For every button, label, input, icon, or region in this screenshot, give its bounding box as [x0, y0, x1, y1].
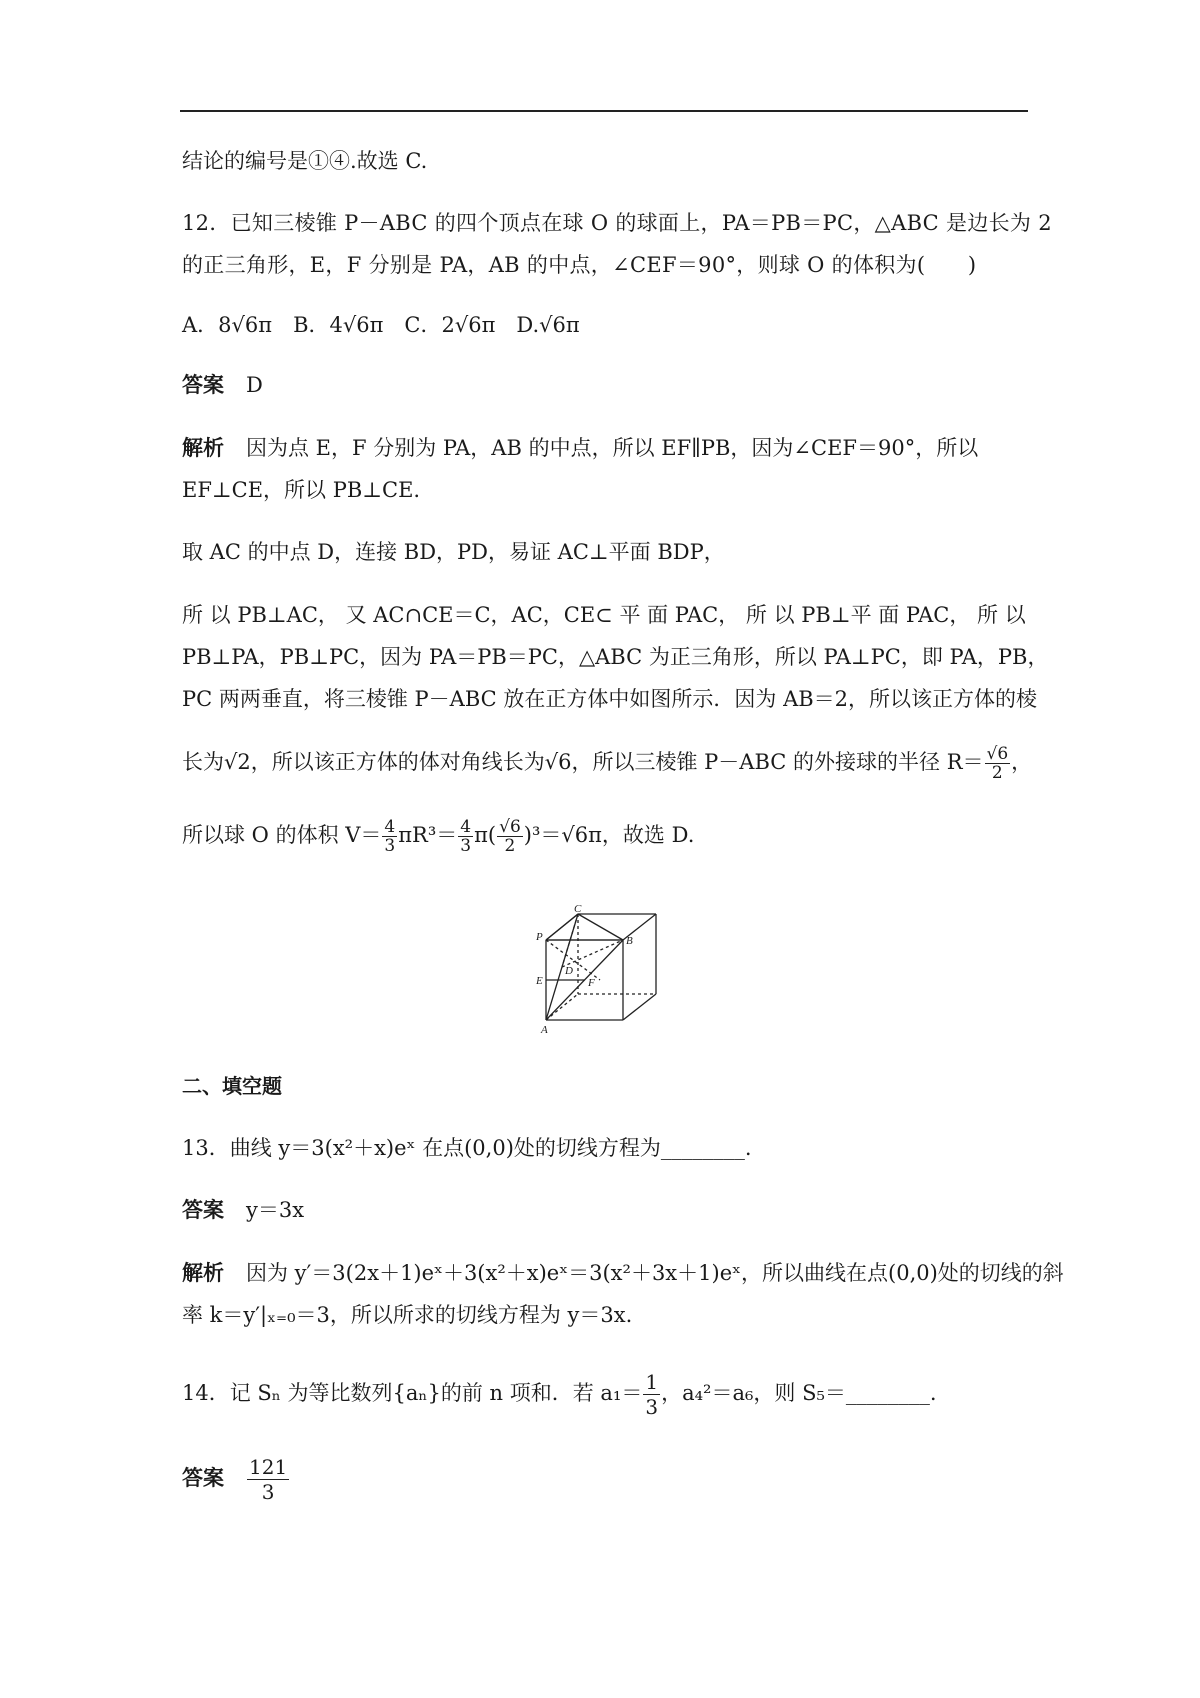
fraction-denominator: 3	[645, 1395, 659, 1419]
fraction-denominator: 3	[460, 836, 472, 856]
q12-analysis-line7	[182, 745, 1032, 782]
fraction	[382, 818, 397, 855]
label-c: C	[574, 903, 582, 915]
analysis-text: 所以球 O 的体积 V＝	[182, 823, 382, 847]
fraction-numerator: 4	[384, 817, 396, 837]
analysis-text: )³＝√6π，故选 D.	[523, 823, 695, 847]
answer-label: 答案	[182, 1198, 224, 1222]
fraction-denominator: 3	[384, 836, 396, 856]
q12-stem-line1: 12．已知三棱锥 P－ABC 的四个顶点在球 O 的球面上，PA＝PB＝PC，△ABC 是边长为 2	[182, 211, 1052, 235]
q14-stem	[182, 1370, 937, 1419]
analysis-text: 长为√2，所以该正方体的体对角线长为√6，所以三棱锥 P－ABC 的外接球的半径 R＝	[182, 750, 984, 774]
fraction	[643, 1370, 660, 1419]
label-f: F	[588, 977, 595, 989]
analysis-text: π(	[474, 823, 497, 847]
fraction-numerator: √6	[986, 744, 1009, 764]
answer-value: D	[246, 373, 263, 397]
question-text: 14．记 Sₙ 为等比数列{aₙ}的前 n 项和．若 a₁＝	[182, 1381, 643, 1405]
answer-label: 答案	[182, 1466, 224, 1490]
answer-value: y＝3x	[246, 1198, 305, 1222]
q12-analysis-line1	[182, 433, 978, 463]
analysis-label: 解析	[182, 436, 224, 460]
cube-figure	[530, 902, 680, 1034]
q13-analysis-line1	[182, 1258, 1064, 1288]
analysis-label: 解析	[182, 1261, 224, 1285]
fraction	[497, 818, 523, 855]
q12-answer	[182, 370, 263, 400]
q12-analysis-line6: PC 两两垂直，将三棱锥 P－ABC 放在正方体中如图所示．因为 AB＝2，所以该正方体的棱	[182, 687, 1038, 711]
q13-analysis-line2: 率 k＝y′|ₓ₌₀＝3，所以所求的切线方程为 y＝3x.	[182, 1303, 633, 1327]
fraction-denominator: 3	[261, 1480, 275, 1504]
analysis-text: 因为点 E，F 分别为 PA，AB 的中点，所以 EF∥PB，因为∠CEF＝90°，所以	[246, 436, 979, 460]
fraction-denominator: 2	[991, 763, 1003, 783]
q14-answer	[182, 1455, 290, 1504]
fraction-numerator: √6	[499, 817, 521, 837]
fraction-numerator: 121	[249, 1455, 288, 1479]
label-d: D	[565, 965, 573, 977]
label-b: B	[626, 935, 633, 947]
fraction-numerator: 1	[645, 1370, 659, 1394]
q13-stem: 13．曲线 y＝3(x²＋x)eˣ 在点(0,0)处的切线方程为________.	[182, 1136, 752, 1160]
fraction-numerator: 4	[460, 817, 472, 837]
q12-analysis-line2: EF⊥CE，所以 PB⊥CE.	[182, 478, 421, 502]
question-text: ，a₄²＝a₆，则 S₅＝________.	[661, 1381, 937, 1405]
q12-analysis-line8	[182, 818, 694, 855]
answer-fraction	[247, 1455, 289, 1504]
label-e: E	[536, 975, 543, 987]
analysis-text: 因为 y′＝3(2x＋1)eˣ＋3(x²＋x)eˣ＝3(x²＋3x＋1)eˣ，所以曲线在点(0,0)处的切线的斜	[246, 1261, 1064, 1285]
previous-conclusion: 结论的编号是①④.故选 C.	[182, 149, 428, 173]
q13-answer	[182, 1195, 304, 1225]
answer-label: 答案	[182, 373, 224, 397]
label-a: A	[541, 1024, 548, 1034]
fraction-denominator: 2	[504, 836, 516, 856]
fraction	[458, 818, 473, 855]
fraction	[985, 745, 1011, 782]
label-p: P	[536, 931, 543, 943]
section-title: 二、填空题	[182, 1074, 282, 1098]
q12-analysis-line4: 所 以 PB⊥AC， 又 AC∩CE＝C，AC，CE⊂ 平 面 PAC， 所 以 PB⊥平 面 PAC， 所 以	[182, 603, 1026, 627]
q12-stem-line2: 的正三角形，E，F 分别是 PA，AB 的中点，∠CEF＝90°，则球 O 的体积为( )	[182, 253, 977, 277]
analysis-text: πR³＝	[398, 823, 458, 847]
analysis-text: ，	[1011, 750, 1033, 774]
q12-options: A．8√6π B．4√6π C．2√6π D.√6π	[182, 313, 580, 337]
q12-analysis-line5: PB⊥PA，PB⊥PC，因为 PA＝PB＝PC，△ABC 为正三角形，所以 PA⊥PC，即 PA，PB，	[182, 645, 1049, 669]
header-rule	[180, 110, 1028, 112]
q12-analysis-line3: 取 AC 的中点 D，连接 BD，PD，易证 AC⊥平面 BDP，	[182, 540, 725, 564]
